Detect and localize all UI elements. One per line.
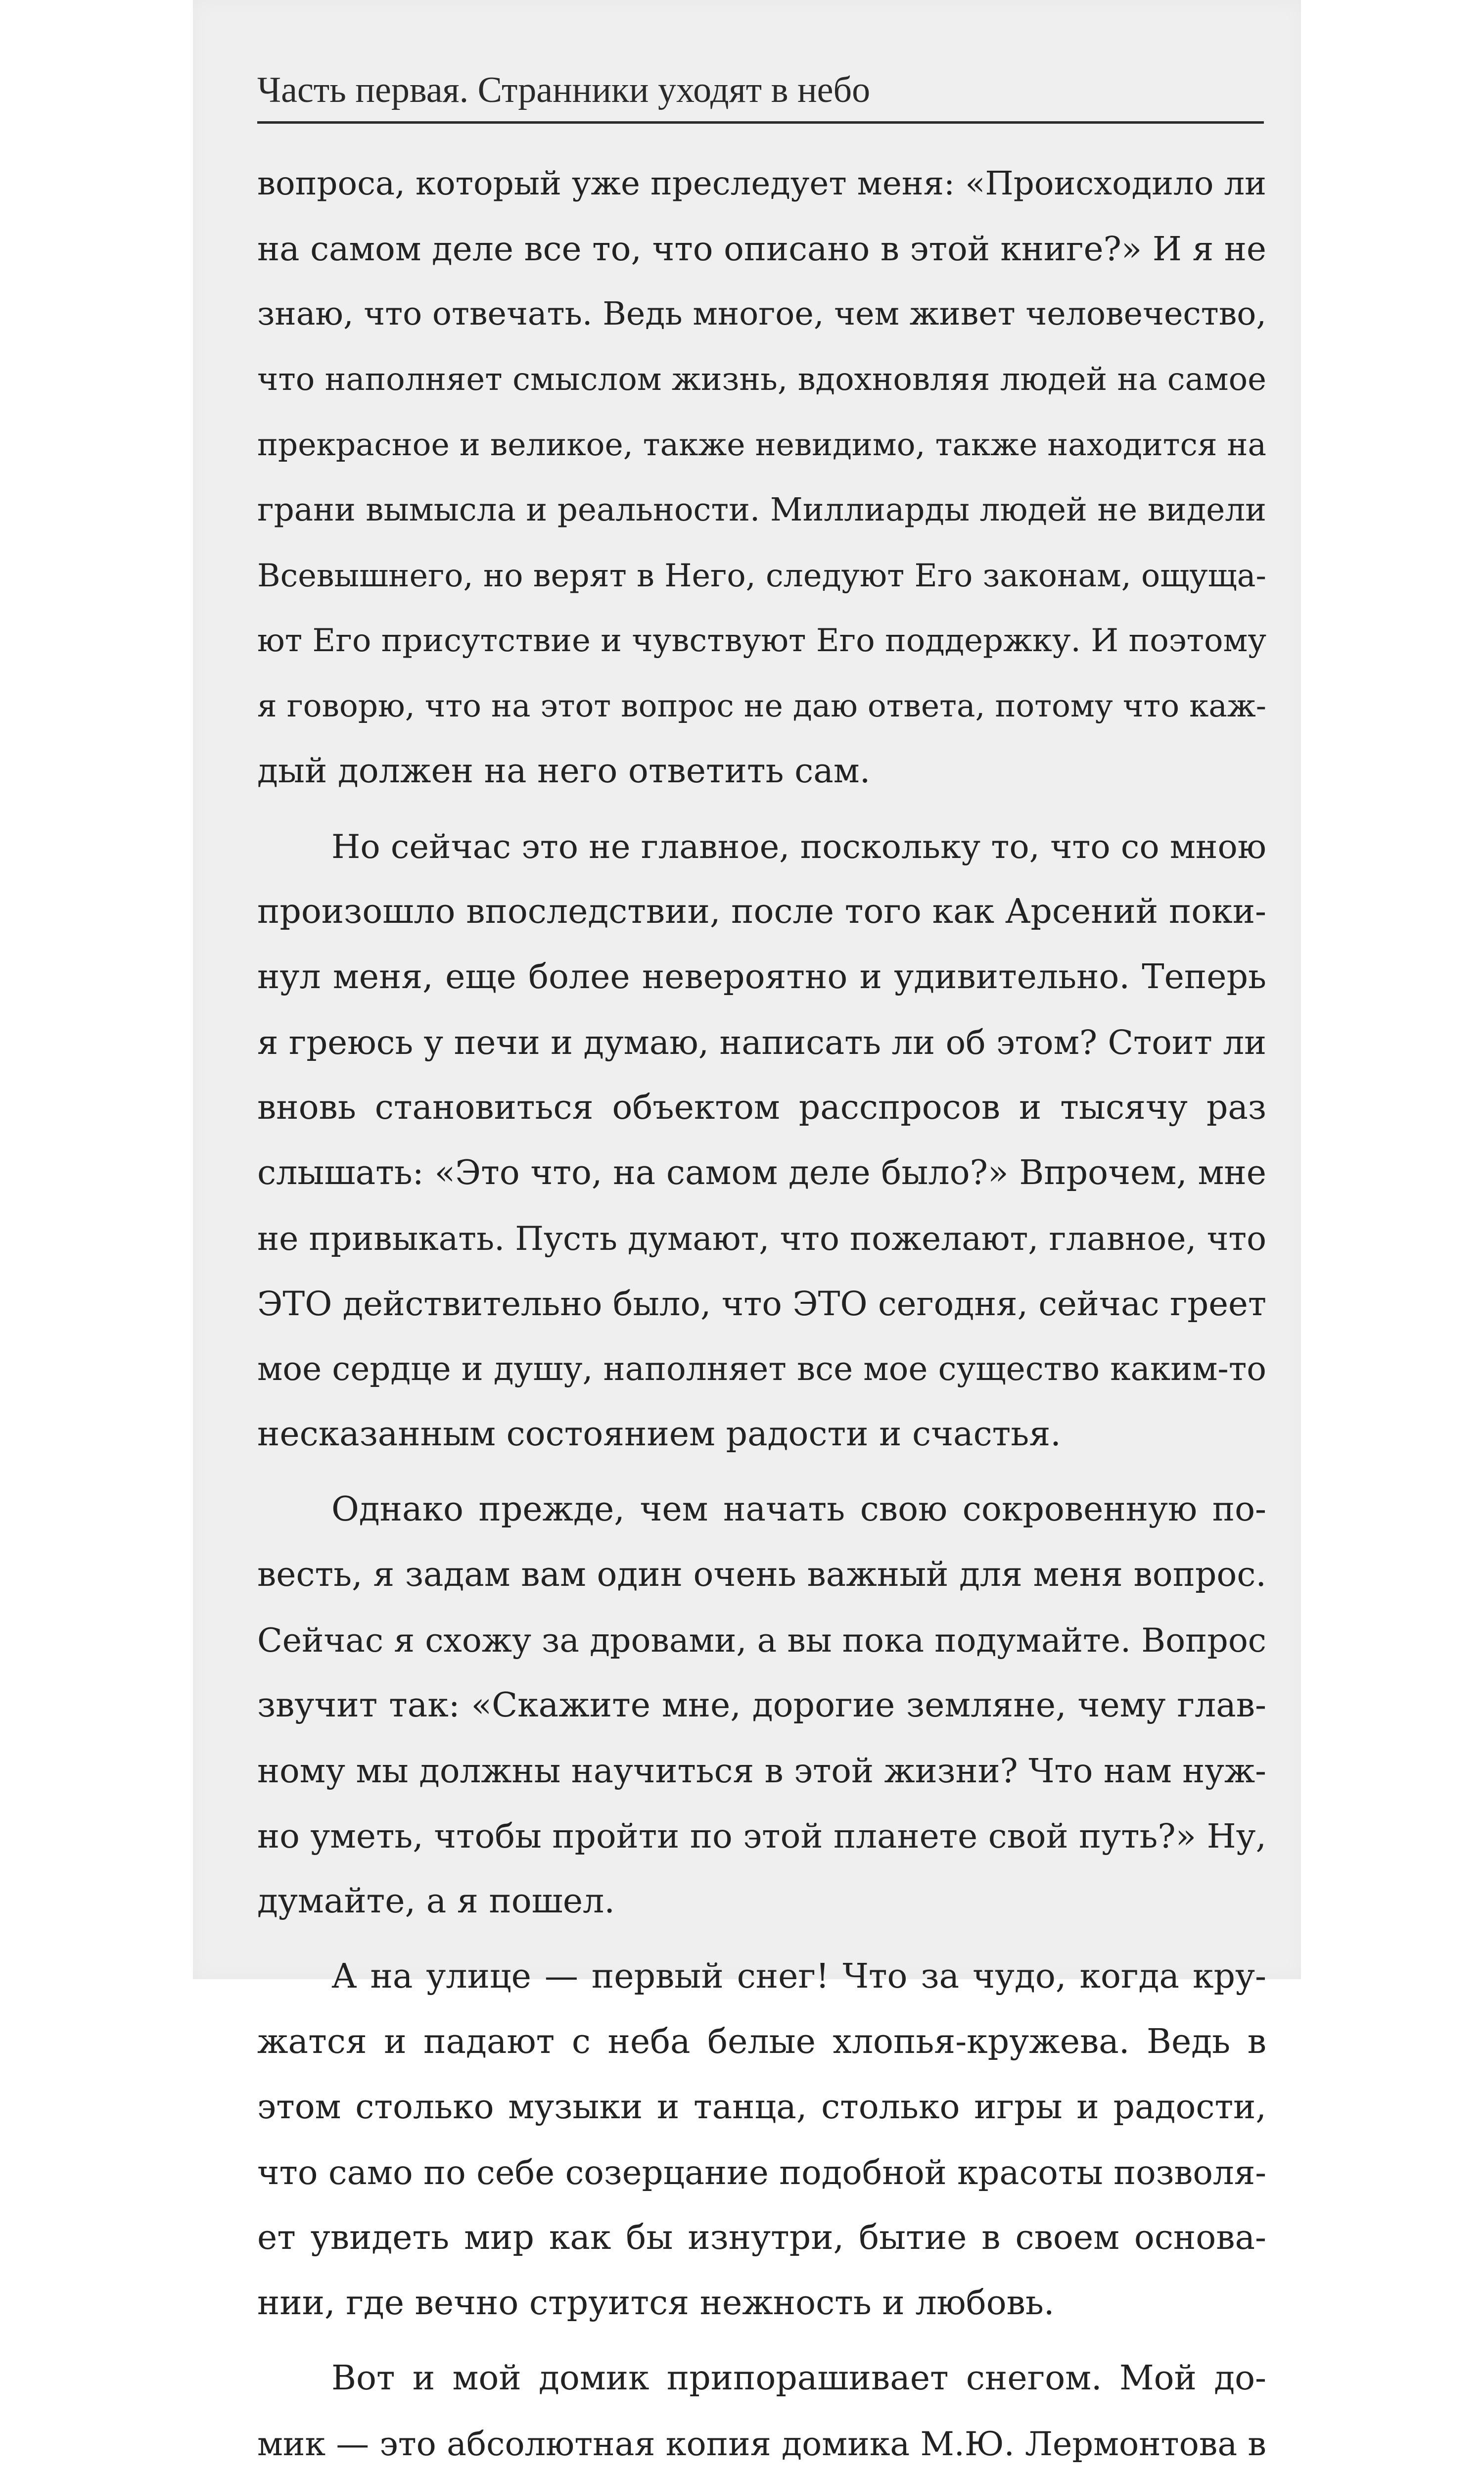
paragraph (257, 151, 1266, 804)
paragraph-gap (257, 1467, 1266, 1477)
text-line: А на улице — первый снег! Что за чудо, когда кру- (331, 1957, 1266, 1996)
paragraph-gap (257, 1934, 1266, 1944)
text-line: грани вымысла и реальности. Миллиарды людей не видели (257, 491, 1266, 528)
paragraph (257, 1944, 1266, 2336)
text-line: на самом деле все то, что описано в этой книге?» И я не (257, 229, 1266, 268)
paragraph (257, 814, 1266, 1467)
paragraph-gap (257, 2336, 1266, 2346)
running-title: Часть первая. Странники уходят в небо (257, 70, 871, 110)
paragraph (257, 2346, 1266, 2474)
text-line: ют Его присутствие и чувствуют Его поддержку. И поэтому (257, 622, 1266, 659)
text-line: Вот и мой домик припорашивает снегом. Мой до- (331, 2359, 1266, 2398)
text-line: что наполняет смыслом жизнь, вдохновляя людей на самое (257, 361, 1266, 398)
text-line: мик — это абсолютная копия домика М.Ю. Лермонтова в (257, 2425, 1266, 2463)
text-line: вновь становиться объектом расспросов и тысячу раз (257, 1088, 1266, 1127)
text-line: этом столько музыки и танца, столько игры и радости, (257, 2088, 1266, 2127)
text-line: ЭТО действительно было, что ЭТО сегодня, сейчас греет (257, 1285, 1266, 1323)
text-line: несказанным состоянием радости и счастья. (257, 1415, 1061, 1454)
body-text (257, 151, 1266, 2474)
text-line: нии, где вечно струится нежность и любовь. (257, 2284, 1055, 2323)
text-line: Но сейчас это не главное, поскольку то, что со мною (331, 827, 1266, 866)
text-line: вопроса, который уже преследует меня: «Происходило ли (257, 164, 1266, 202)
text-line: знаю, что отвечать. Ведь многое, чем живет человечество, (257, 295, 1266, 333)
text-line: но уметь, чтобы пройти по этой планете свой путь?» Ну, (257, 1816, 1266, 1856)
text-line: звучит так: «Скажите мне, дорогие земляне, чему глав- (257, 1686, 1266, 1725)
text-line: дый должен на него ответить сам. (257, 752, 871, 791)
text-line: жатся и падают с неба белые хлопья-кружева. Ведь в (257, 2022, 1266, 2061)
text-line: нул меня, еще более невероятно и удивительно. Теперь (257, 957, 1266, 997)
text-line: что само по себе созерцание подобной красоты позволя- (257, 2153, 1266, 2192)
running-header (257, 69, 1264, 124)
text-line: Однако прежде, чем начать свою сокровенную по- (331, 1490, 1266, 1529)
text-line: я говорю, что на этот вопрос не даю ответа, потому что каж- (257, 688, 1266, 724)
paragraph-gap (257, 804, 1266, 814)
text-line: мое сердце и душу, наполняет все мое существо каким-то (257, 1350, 1266, 1388)
text-line: слышать: «Это что, на самом деле было?» Впрочем, мне (257, 1153, 1266, 1192)
text-line: произошло впоследствии, после того как Арсений поки- (257, 892, 1266, 931)
text-line: Всевышнего, но верят в Него, следуют Его законам, ощуща- (257, 557, 1266, 594)
paragraph (257, 1477, 1266, 1934)
text-line: ному мы должны научиться в этой жизни? Что нам нуж- (257, 1751, 1266, 1790)
text-line: Сейчас я схожу за дровами, а вы пока подумайте. Вопрос (257, 1621, 1266, 1660)
text-line: не привыкать. Пусть думают, что пожелают, главное, что (257, 1219, 1266, 1258)
text-line: думайте, а я пошел. (257, 1882, 615, 1921)
text-line: ет увидеть мир как бы изнутри, бытие в своем основа- (257, 2218, 1266, 2257)
text-line: я греюсь у печи и думаю, написать ли об этом? Стоит ли (257, 1023, 1266, 1062)
text-line: весть, я задам вам один очень важный для меня вопрос. (257, 1555, 1266, 1594)
text-line: прекрасное и великое, также невидимо, также находится на (257, 427, 1266, 463)
